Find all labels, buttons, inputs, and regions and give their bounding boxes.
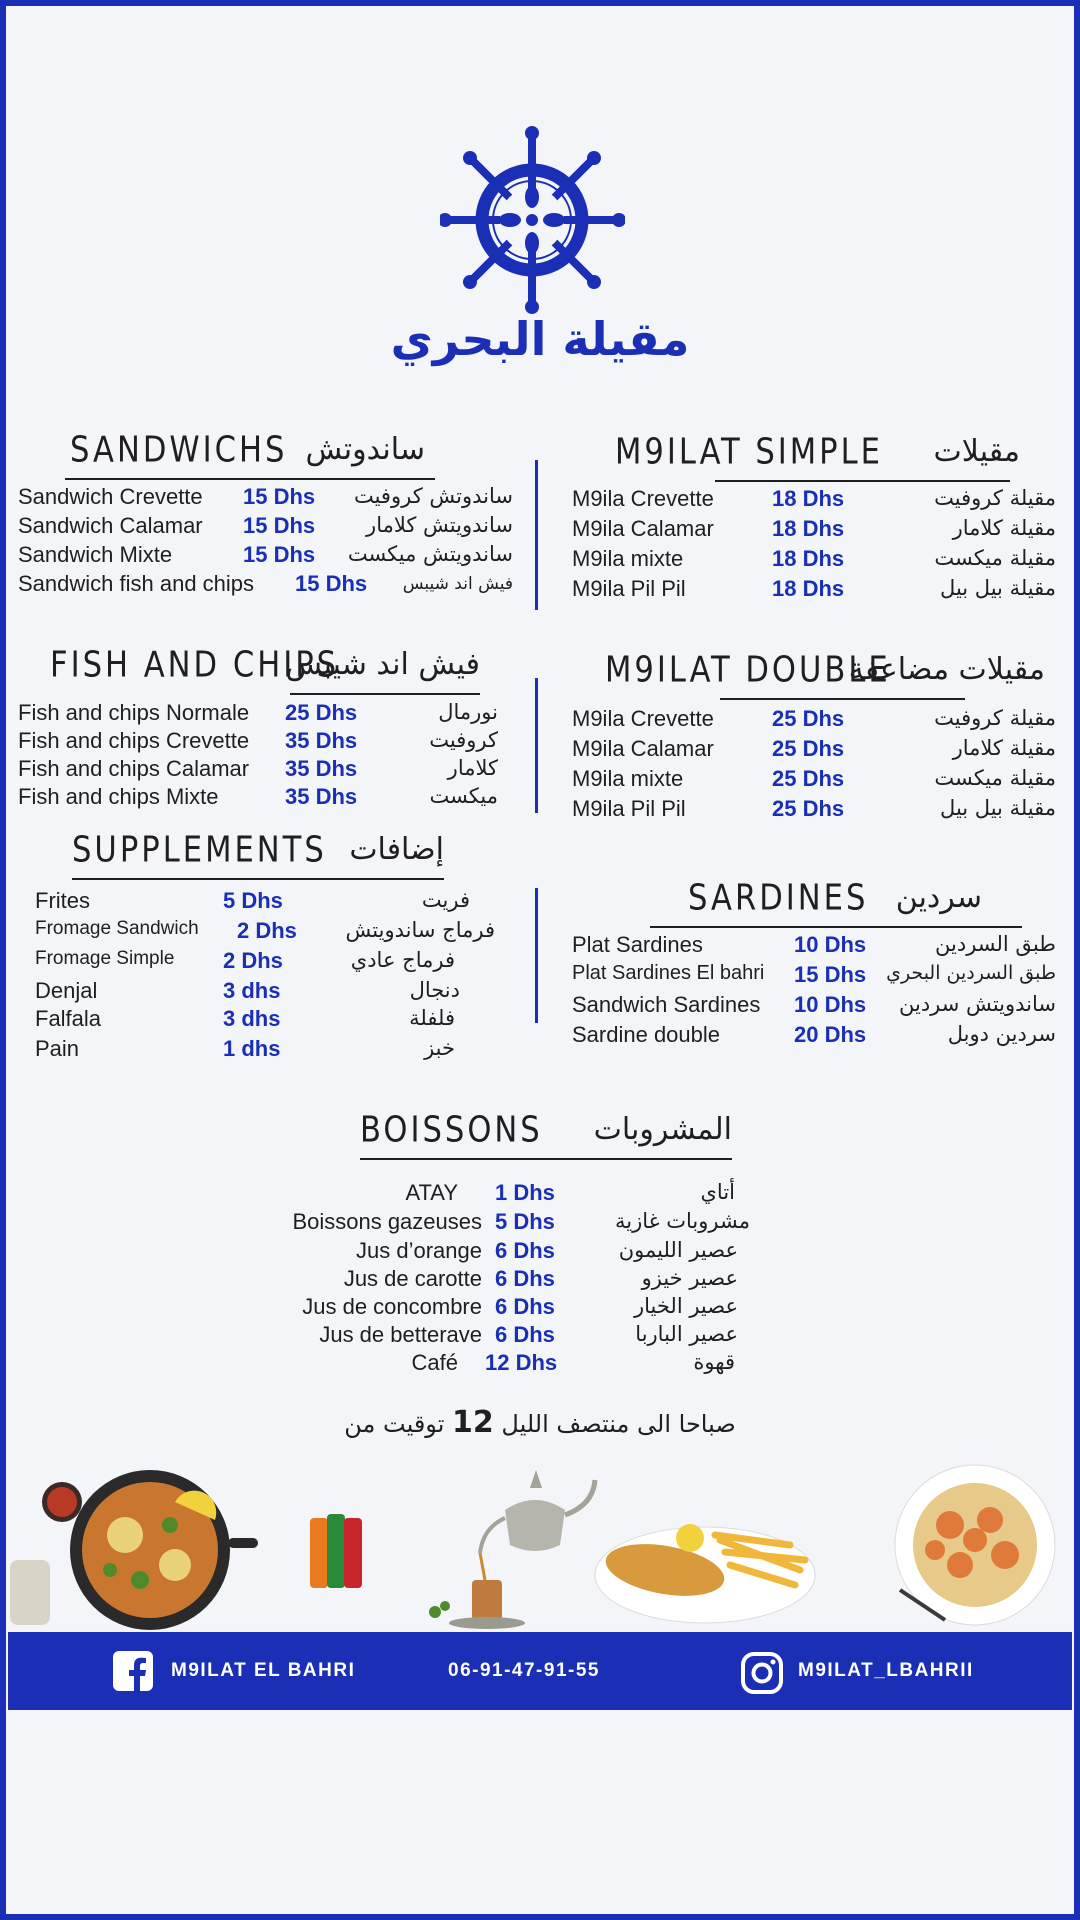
item-name: M9ila mixte [572,766,684,791]
fish-and-chips-photo [595,1524,815,1623]
m9ilat-simple-list [572,486,1056,606]
item-price: 15 Dhs [243,542,316,567]
list-item [240,1294,750,1322]
item-name: Café [411,1350,458,1375]
item-name: Sandwich Mixte [18,542,173,567]
item-price: 1 dhs [223,1036,281,1061]
supplements-list [35,888,495,1068]
section-title-en: BOISSONS [360,1109,543,1151]
list-item [572,516,1056,544]
list-item [572,576,1056,604]
item-name: Sandwich Sardines [572,992,761,1017]
item-name-ar: مقيلة كلامار [952,516,1056,540]
section-header-supplements [72,830,444,880]
column-divider [535,678,538,813]
instagram-handle[interactable]: M9ILAT_LBAHRII [798,1660,974,1681]
item-name-ar: مقيلة بيل بيل [940,576,1056,600]
item-price: 6 Dhs [495,1238,555,1263]
item-price: 3 dhs [223,978,281,1003]
item-price: 35 Dhs [285,728,358,753]
item-name: Plat Sardines El bahri [572,962,765,984]
shrimp-plate-photo [895,1465,1055,1625]
column-divider [535,460,538,610]
section-title-ar: مقيلات [933,434,1020,469]
item-name: Fish and chips Mixte [18,784,219,809]
list-item [35,1006,495,1034]
item-price: 18 Dhs [772,486,845,511]
list-item [35,978,495,1006]
item-name-ar: دنجال [409,978,460,1002]
item-name: Fish and chips Normale [18,700,250,725]
brand-name: مقيلة البحري [390,312,690,366]
item-name: Jus de betterave [319,1322,482,1347]
item-name: Jus d’orange [356,1238,482,1263]
item-price: 2 Dhs [223,948,283,973]
section-header-sardines [650,878,1022,928]
item-name-ar: ساندوتش كروفيت [353,484,513,508]
item-price: 15 Dhs [295,571,368,596]
item-name-ar: سردين دوبل [947,1022,1056,1046]
item-name-ar: فلفلة [409,1006,455,1030]
item-name-ar: ساندويتش سردين [899,992,1056,1016]
tea-pot-photo [429,1470,595,1629]
item-name-ar: فيش اند شيبس [402,574,513,594]
item-name-ar: ساندويتش كلامار [366,513,513,537]
item-price: 25 Dhs [772,706,845,731]
list-item [18,484,513,512]
item-name: ATAY [405,1180,458,1205]
list-item [18,784,498,812]
section-title-ar: فيش اند شيبس [285,647,480,682]
section-header-sandwichs [70,430,435,480]
item-name: M9ila Calamar [572,516,714,541]
item-name-ar: كروفيت [429,728,498,752]
facebook-handle[interactable]: M9ILAT EL BAHRI [171,1660,356,1681]
item-name: Falfala [35,1006,102,1031]
item-name-ar: قهوة [693,1350,735,1374]
list-item [35,1036,495,1064]
list-item [240,1209,750,1237]
item-name-ar: مقيلة كلامار [952,736,1056,760]
item-price: 15 Dhs [243,513,316,538]
item-price: 18 Dhs [772,576,845,601]
item-price: 10 Dhs [794,992,867,1017]
tajine-pan-photo [10,1470,258,1630]
item-price: 5 Dhs [495,1209,555,1234]
list-item [18,571,513,599]
hours-prefix: توقيت من [344,1410,445,1438]
hours-suffix: صباحا الى منتصف الليل [501,1410,736,1438]
item-price: 6 Dhs [495,1266,555,1291]
item-name: Boissons gazeuses [292,1209,482,1234]
item-name-ar: كلامار [447,756,498,780]
list-item [572,1022,1056,1050]
list-item [240,1266,750,1294]
item-name-ar: ساندويتش ميكست [347,542,513,566]
item-name-ar: فرماج عادي [350,948,455,972]
section-title-en: FISH AND CHIPS [50,644,340,686]
item-name: Frites [35,888,90,913]
item-name-ar: أتاي [700,1180,735,1204]
list-item [18,513,513,541]
item-price: 25 Dhs [772,766,845,791]
section-header-fish-and-chips [50,645,480,695]
item-name-ar: نورمال [438,700,498,724]
list-item [18,700,498,728]
item-name-ar: مشروبات غازية [614,1209,750,1233]
item-price: 20 Dhs [794,1022,867,1047]
item-name: Plat Sardines [572,932,703,957]
section-title-en: SANDWICHS [70,429,288,471]
section-title-en: M9ILAT DOUBLE [605,649,891,691]
item-name: Denjal [35,978,98,1003]
boissons-list [240,1180,750,1390]
item-price: 1 Dhs [495,1180,555,1205]
item-name: Sandwich Calamar [18,513,203,538]
list-item [18,756,498,784]
list-item [18,542,513,570]
opening-hours [300,1405,780,1440]
section-title-en: SARDINES [688,877,869,919]
fish-and-chips-list [18,700,498,820]
section-title-ar: مقيلات مضاعفة [848,652,1045,687]
section-header-m9ilat-simple [615,432,1020,482]
item-name-ar: مقيلة ميكست [934,546,1056,570]
soda-cans-photo [310,1514,362,1588]
item-name: M9ila mixte [572,546,684,571]
item-name: Sandwich fish and chips [18,571,255,596]
item-price: 25 Dhs [772,796,845,821]
item-price: 10 Dhs [794,932,867,957]
item-price: 25 Dhs [285,700,358,725]
item-price: 2 Dhs [237,918,297,943]
list-item [572,796,1056,824]
item-name-ar: ميكست [429,784,498,808]
sardines-list [572,932,1056,1052]
m9ilat-double-list [572,706,1056,826]
item-name-ar: عصير الباربا [635,1322,738,1346]
facebook-icon[interactable] [113,1651,153,1691]
item-name: M9ila Calamar [572,736,714,761]
item-name-ar: عصير خيزو [641,1266,738,1290]
item-name: M9ila Crevette [572,706,714,731]
item-price: 25 Dhs [772,736,845,761]
item-name-ar: مقيلة بيل بيل [940,796,1056,820]
section-title-en: SUPPLEMENTS [72,829,327,871]
list-item [572,932,1056,960]
list-item [572,486,1056,514]
item-name-ar: فرماج ساندويتش [345,918,495,942]
list-item [572,766,1056,794]
item-price: 6 Dhs [495,1294,555,1319]
item-price: 18 Dhs [772,516,845,541]
item-price: 35 Dhs [285,756,358,781]
item-price: 12 Dhs [485,1350,558,1375]
list-item [572,992,1056,1020]
section-header-m9ilat-double [605,650,1045,700]
item-name: Fromage Simple [35,948,175,969]
item-price: 5 Dhs [223,888,283,913]
list-item [240,1238,750,1266]
item-price: 15 Dhs [794,962,867,987]
item-name: M9ila Pil Pil [572,576,686,601]
item-price: 6 Dhs [495,1322,555,1347]
item-name: Sandwich Crevette [18,484,203,509]
item-name-ar: عصير الليمون [618,1238,738,1262]
section-header-boissons [360,1110,732,1160]
item-name: Jus de carotte [343,1266,482,1291]
item-price: 3 dhs [223,1006,281,1031]
list-item [35,888,495,916]
item-name: Jus de concombre [302,1294,482,1319]
column-divider [535,888,538,1023]
section-title-en: M9ILAT SIMPLE [615,431,883,473]
item-price: 15 Dhs [243,484,316,509]
list-item [572,962,1056,990]
item-name: Fish and chips Calamar [18,756,250,781]
item-name: M9ila Pil Pil [572,796,686,821]
food-photos [0,1440,1080,1630]
list-item [572,546,1056,574]
instagram-icon[interactable] [740,1651,784,1695]
item-name-ar: طبق السردين البحري [886,962,1056,984]
sandwichs-list [18,484,513,604]
item-name-ar: عصير الخيار [633,1294,738,1318]
section-title-ar: إضافات [349,832,444,867]
item-name-ar: مقيلة كروفيت [934,486,1056,510]
list-item [240,1322,750,1350]
item-name-ar: طبق السردين [935,932,1056,956]
list-item [572,736,1056,764]
item-name: M9ila Crevette [572,486,714,511]
phone-number[interactable]: 06-91-47-91-55 [448,1660,600,1681]
list-item [35,918,495,946]
item-name-ar: مقيلة ميكست [934,766,1056,790]
item-name: Fromage Sandwich [35,918,199,939]
ship-wheel-icon [440,125,625,315]
contact-footer [8,1632,1072,1710]
item-price: 18 Dhs [772,546,845,571]
item-name-ar: فريت [421,888,470,912]
item-name: Sardine double [572,1022,721,1047]
item-name-ar: خبز [424,1036,455,1060]
section-title-ar: المشروبات [593,1112,732,1147]
list-item [240,1180,750,1208]
list-item [240,1350,750,1378]
list-item [18,728,498,756]
hours-number: 12 [452,1405,494,1440]
item-name: Fish and chips Crevette [18,728,250,753]
item-name-ar: مقيلة كروفيت [934,706,1056,730]
section-title-ar: ساندوتش [305,432,425,467]
item-name: Pain [35,1036,80,1061]
list-item [572,706,1056,734]
section-title-ar: سردين [895,880,982,915]
list-item [35,948,495,976]
item-price: 35 Dhs [285,784,358,809]
